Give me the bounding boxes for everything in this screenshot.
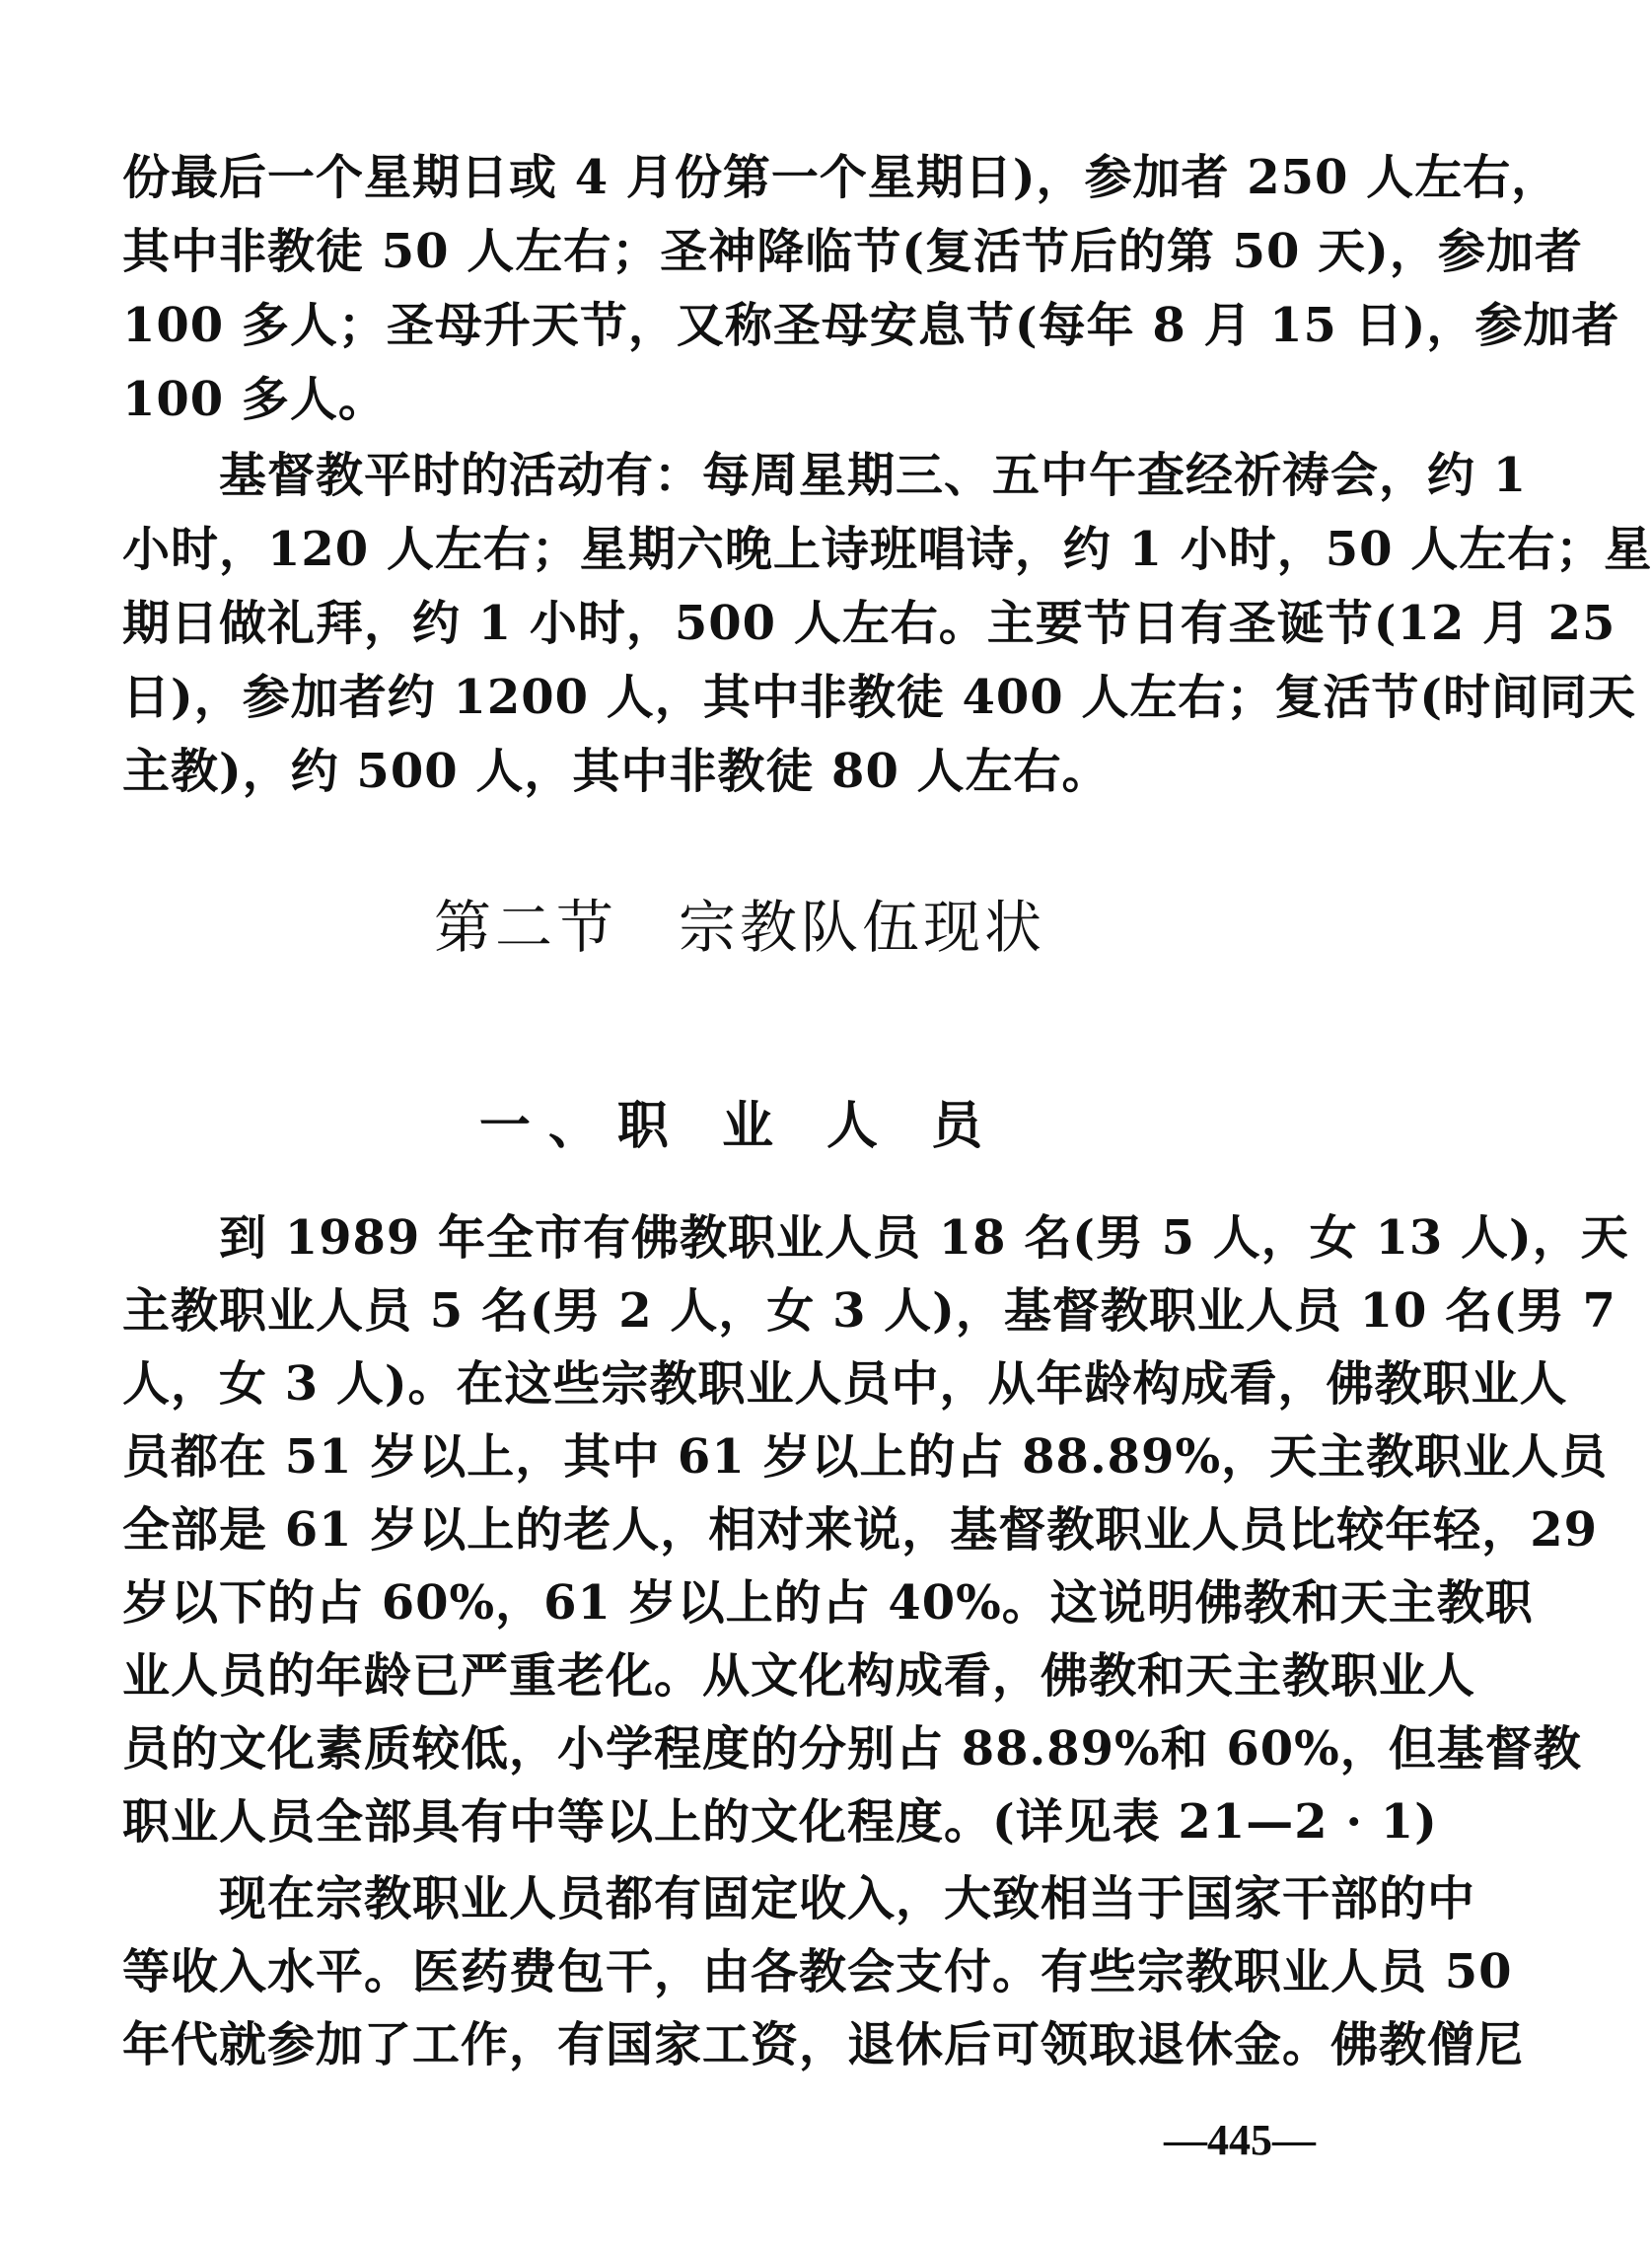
text-line: 等收入水平。医药费包干，由各教会支付。有些宗教职业人员 50 [122,1944,1513,1999]
text-line: 全部是 61 岁以上的老人，相对来说，基督教职业人员比较年轻，29 [122,1502,1599,1558]
subsection-title: 一、职 业 人 员 [478,1096,1001,1156]
section-title: 第二节 宗教队伍现状 [433,894,1045,961]
text-line: 份最后一个星期日或 4 月份第一个星期日)，参加者 250 人左右， [122,150,1560,205]
text-line: 岁以下的占 60%，61 岁以上的占 40%。这说明佛教和天主教职 [122,1575,1534,1631]
text-line: 员的文化素质较低，小学程度的分别占 88.89%和 60%，但基督教 [122,1721,1582,1777]
text-line: 100 多人。 [122,372,387,427]
text-line: 年代就参加了工作，有国家工资，退休后可领取退休金。佛教僧尼 [122,2017,1525,2072]
text-line: 基督教平时的活动有：每周星期三、五中午查经祈祷会，约 1 [122,448,1528,503]
text-line: 期日做礼拜，约 1 小时，500 人左右。主要节日有圣诞节(12 月 25 [122,596,1616,651]
text-line: 职业人员全部具有中等以上的文化程度。(详见表 21—2 · 1) [122,1794,1438,1850]
text-line: 现在宗教职业人员都有固定收入，大致相当于国家干部的中 [122,1871,1476,1926]
text-line: 主教职业人员 5 名(男 2 人，女 3 人)，基督教职业人员 10 名(男 7 [122,1283,1616,1339]
text-line: 人，女 3 人)。在这些宗教职业人员中，从年龄构成看，佛教职业人 [122,1356,1568,1412]
page-number: —445— [1164,2116,1316,2164]
text-line: 日)，参加者约 1200 人，其中非教徒 400 人左右；复活节(时间同天 [122,670,1637,725]
text-line: 员都在 51 岁以上，其中 61 岁以上的占 88.89%，天主教职业人员 [122,1429,1609,1485]
text-line: 100 多人；圣母升天节，又称圣母安息节(每年 8 月 15 日)，参加者 [122,298,1620,353]
text-line: 到 1989 年全市有佛教职业人员 18 名(男 5 人，女 13 人)，天 [122,1210,1629,1266]
text-line: 小时，120 人左右；星期六晚上诗班唱诗，约 1 小时，50 人左右；星 [122,522,1652,577]
text-line: 主教)，约 500 人，其中非教徒 80 人左右。 [122,744,1111,799]
text-line: 业人员的年龄已严重老化。从文化构成看，佛教和天主教职业人 [122,1648,1476,1704]
text-line: 其中非教徒 50 人左右；圣神降临节(复活节后的第 50 天)，参加者 [122,224,1583,279]
